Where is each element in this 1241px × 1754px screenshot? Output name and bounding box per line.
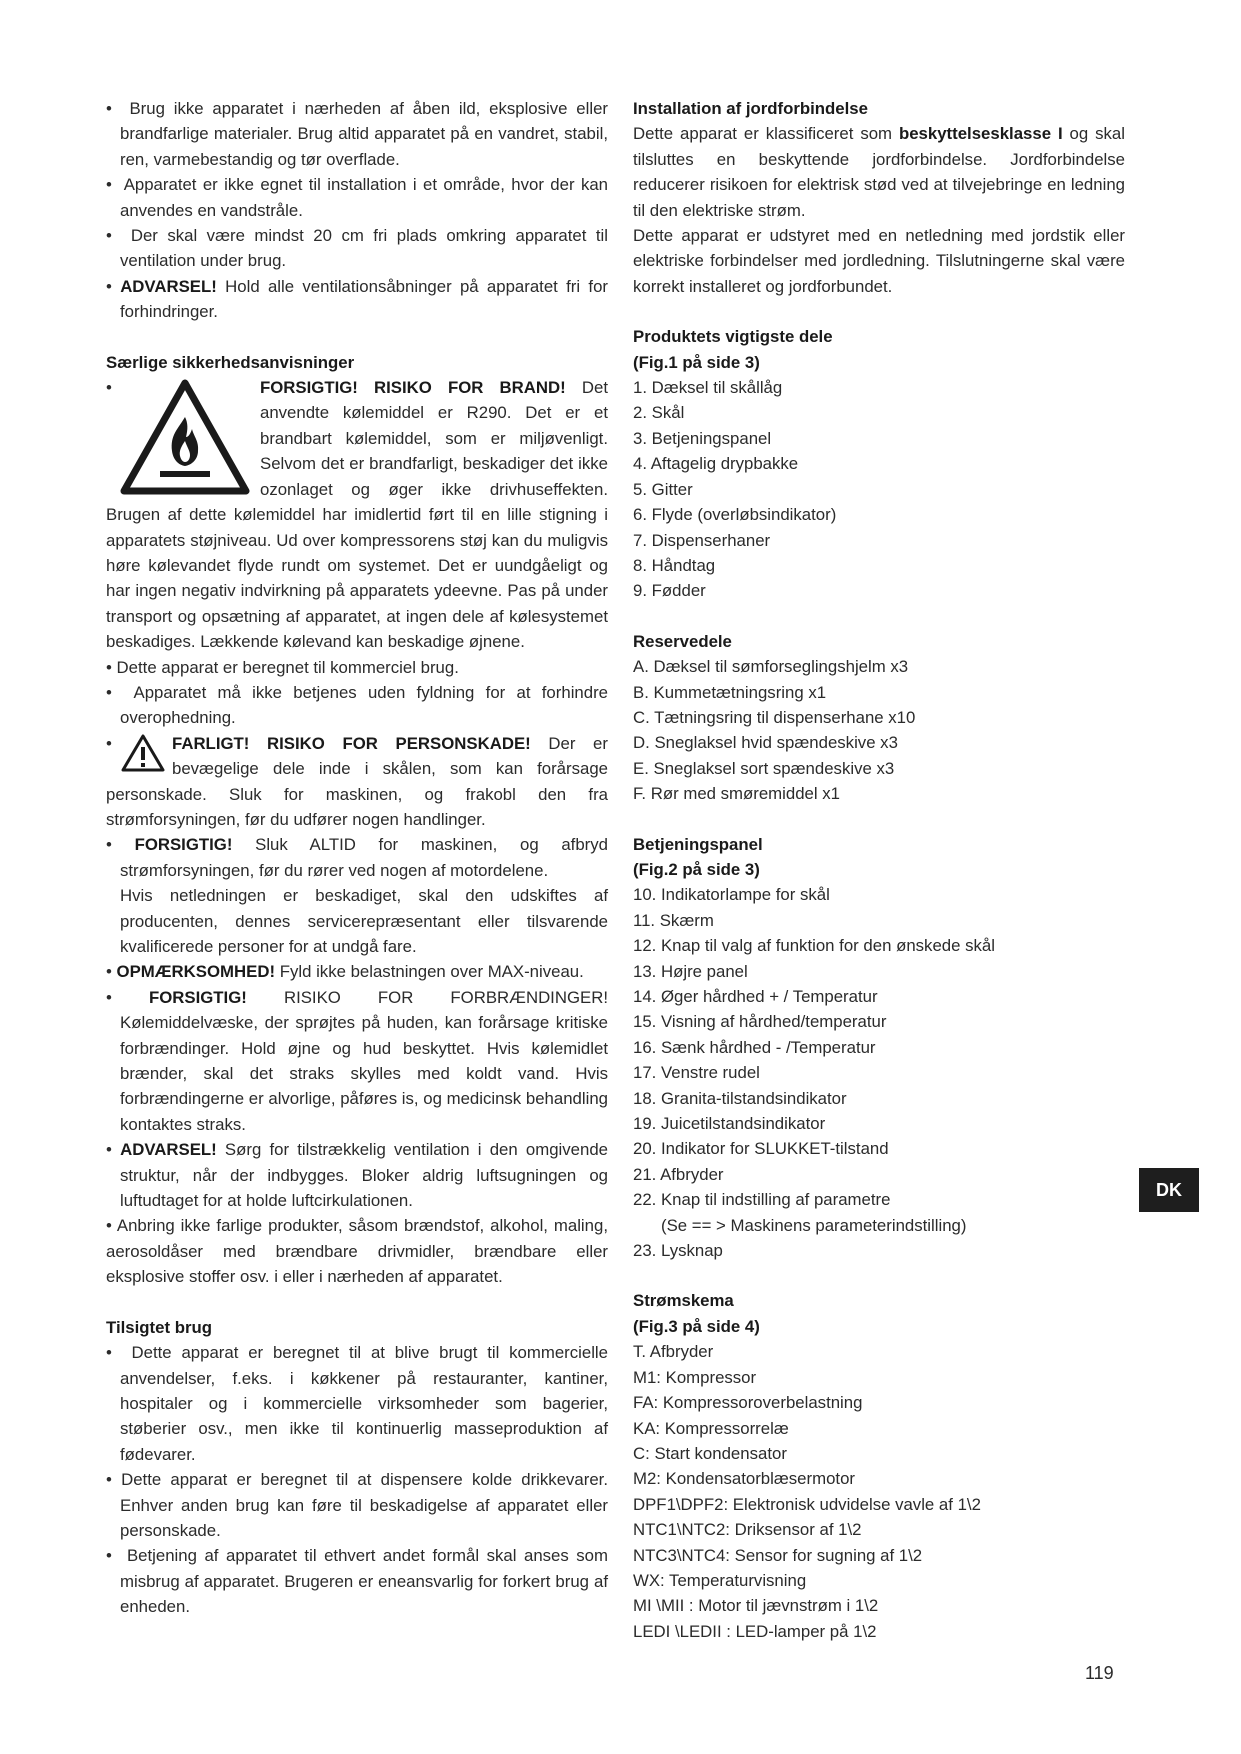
list-item: 17. Venstre rudel <box>633 1063 760 1083</box>
danger-warning-icon <box>120 733 166 773</box>
list-item: 20. Indikator for SLUKKET-tilstand <box>633 1139 889 1159</box>
list-item: • Apparatet er ikke egnet til installation i et område, hvor der kan anvendes en vandstråle. <box>106 175 608 220</box>
list-item: 8. Håndtag <box>633 555 716 575</box>
list-item: MI \MII : Motor til jævnstrøm i 1\2 <box>633 1596 879 1616</box>
list-item: A. Dæksel til sømforseglingshjelm x3 <box>633 657 909 677</box>
left-column <box>106 96 608 1620</box>
list-item: DPF1\DPF2: Elektronisk udvidelse vavle af 1\2 <box>633 1494 981 1514</box>
list-item: M1: Kompressor <box>633 1367 757 1387</box>
list-item: 21. Afbryder <box>633 1164 724 1184</box>
list-item: T. Afbryder <box>633 1342 714 1362</box>
list-item: • FORSIGTIG! RISIKO FOR FORBRÆNDINGER! Kølemiddelvæske, der sprøjtes på huden, kan forårsage kritiske forbrændinger. Hold øjne og hud beskyttet. Hvis kølemidlet brænder, skal det straks skylles med koldt vand. Hvis forbrændingerne er alvorlige, påføres is, og medicinsk behandling kontaktes straks. <box>106 987 608 1134</box>
list-item: C. Tætningsring til dispenserhane x10 <box>633 707 916 727</box>
list-item: E. Sneglaksel sort spændeskive x3 <box>633 758 895 778</box>
list-item: 16. Sænk hårdhed - /Temperatur <box>633 1037 876 1057</box>
list-item: C: Start kondensator <box>633 1443 787 1463</box>
list-item: FA: Kompressoroverbelastning <box>633 1393 863 1413</box>
list-item: 19. Juicetilstandsindikator <box>633 1114 826 1134</box>
list-item: 13. Højre panel <box>633 961 748 981</box>
list-item-note: (Se == > Maskinens parameterindstilling) <box>661 1215 967 1235</box>
section-heading-special: Særlige sikkerhedsanvisninger <box>106 352 355 372</box>
list-item: 1. Dæksel til skållåg <box>633 378 783 398</box>
flammable-warning-icon <box>120 379 250 497</box>
list-item: 22. Knap til indstilling af parametre <box>633 1190 891 1210</box>
list-item: • Brug ikke apparatet i nærheden af åben ild, eksplosive eller brandfarlige materialer. Brug altid apparatet på en vandret, stabil, ren, varmebestandig og tør overflade. <box>106 99 608 169</box>
list-item: 6. Flyde (overløbsindikator) <box>633 505 837 525</box>
list-item: • ADVARSEL! Sørg for tilstrækkelig ventilation i den omgivende struktur, når der indbygges. Bloker aldrig luftsugningen og luftudtaget for at holde luftcirkulationen. <box>106 1140 608 1211</box>
list-item: • OPMÆRKSOMHED! Fyld ikke belastningen over MAX-niveau. <box>106 962 584 982</box>
list-item: B. Kummetætningsring x1 <box>633 682 827 702</box>
section-heading-ground: Installation af jordforbindelse <box>633 99 868 118</box>
section-subheading-parts: (Fig.1 på side 3) <box>633 352 760 372</box>
list-item: M2: Kondensatorblæsermotor <box>633 1469 855 1489</box>
list-item: 2. Skål <box>633 403 685 423</box>
section-heading-intended: Tilsigtet brug <box>106 1317 212 1337</box>
list-item: 5. Gitter <box>633 479 693 499</box>
list-item: F. Rør med smøremiddel x1 <box>633 784 841 804</box>
section-subheading-panel: (Fig.2 på side 3) <box>633 859 760 879</box>
list-item: KA: Kompressorrelæ <box>633 1418 789 1438</box>
list-item: 4. Aftagelig drypbakke <box>633 454 799 474</box>
list-item: 18. Granita-tilstandsindikator <box>633 1088 847 1108</box>
list-item: 11. Skærm <box>633 910 714 930</box>
list-item: NTC1\NTC2: Driksensor af 1\2 <box>633 1520 862 1540</box>
list-item: • FORSIGTIG! Sluk ALTID for maskinen, og afbryd strømforsyningen, før du rører ved nogen af motordelene. <box>106 835 608 880</box>
list-item: D. Sneglaksel hvid spændeskive x3 <box>633 733 898 753</box>
section-heading-parts: Produktets vigtigste dele <box>633 327 833 347</box>
cable-paragraph: Hvis netledningen er beskadiget, skal den udskiftes af producenten, dennes servicerepræsentant eller tilsvarende kvalificerede personer for at undgå fare. <box>120 886 608 956</box>
list-item: 14. Øger hårdhed + / Temperatur <box>633 987 878 1006</box>
ground-paragraph-2: Dette apparat er udstyret med en netledning med jordstik eller elektriske forbindelser med jordledning. Tilslutningerne skal være korrekt installeret og jordforbundet. <box>633 226 1125 296</box>
language-tab: DK <box>1139 1168 1199 1212</box>
list-item: 15. Visning af hårdhed/temperatur <box>633 1012 887 1032</box>
fire-warning: • FORSIGTIG! RISIKO FOR BRAND! Det anvendte kølemiddel er R290. Det er et brandbart kølemiddel, som er miljøvenligt. Selvom det er brandfarligt, beskadiger det ikke ozonlaget og øger ikke drivhuseffekten. Brugen af dette kølemiddel har imidlertid ført til en lille stigning i apparatets støjniveau. Ud over kompressorens støj kan du muligvis høre kølevandet flyde rundt om systemet. Det er uundgåeligt og har ingen negativ indvirkning på apparatets ydeevne. Pas på under transport og opsætning af apparatet, at ingen dele af kølesystemet beskadiges. Lækkende kølevand kan beskadige øjnene. <box>106 378 608 652</box>
list-item: • Dette apparat er beregnet til at dispensere kolde drikkevarer. Enhver anden brug kan føre til beskadigelse af apparatet eller personskade. <box>106 1470 608 1540</box>
list-item: NTC3\NTC4: Sensor for sugning af 1\2 <box>633 1545 923 1565</box>
page-number: 119 <box>1085 1663 1114 1683</box>
list-item: 3. Betjeningspanel <box>633 428 772 448</box>
list-item: WX: Temperaturvisning <box>633 1570 807 1590</box>
list-item: • Apparatet må ikke betjenes uden fyldning for at forhindre overophedning. <box>106 682 609 728</box>
list-item: • ADVARSEL! Hold alle ventilationsåbninger på apparatet fri for forhindringer. <box>106 276 608 322</box>
danger-warning: • FARLIGT! RISIKO FOR PERSONSKADE! Der er bevægelige dele inde i skålen, som kan forårsage personskade. Sluk for maskinen, og frakobl den fra strømforsyningen, før du udfører nogen handlinger. <box>106 733 608 829</box>
list-item: • Anbring ikke farlige produkter, såsom brændstof, alkohol, maling, aerosoldåser med brændbare drivmidler, brændbare eller eksplosive stoffer osv. i eller i nærheden af apparatet. <box>106 1216 608 1287</box>
list-item: • Der skal være mindst 20 cm fri plads omkring apparatet til ventilation under brug. <box>106 226 609 271</box>
list-item: LEDI \LEDII : LED-lamper på 1\2 <box>633 1621 877 1641</box>
list-item: • Dette apparat er beregnet til kommerciel brug. <box>106 657 459 677</box>
section-heading-panel: Betjeningspanel <box>633 834 763 854</box>
section-heading-circuit: Strømskema <box>633 1291 734 1311</box>
list-item: 23. Lysknap <box>633 1241 723 1261</box>
list-item: 7. Dispenserhaner <box>633 530 771 550</box>
right-column <box>633 96 1125 1644</box>
list-item: • Betjening af apparatet til ethvert andet formål skal anses som misbrug af apparatet. Brugeren er eneansvarlig for forkert brug af enheden. <box>106 1546 608 1617</box>
ground-paragraph: Dette apparat er klassificeret som beskyttelsesklasse I og skal tilsluttes en beskyttende jordforbindelse. Jordforbindelse reducerer risikoen for elektrisk stød ved at tilvejebringe en ledning til den elektriske strøm. <box>633 124 1125 220</box>
list-item: 12. Knap til valg af funktion for den ønskede skål <box>633 936 995 956</box>
section-subheading-circuit: (Fig.3 på side 4) <box>633 1316 760 1336</box>
list-item: 10. Indikatorlampe for skål <box>633 885 830 905</box>
list-item: • Dette apparat er beregnet til at blive brugt til kommercielle anvendelser, f.eks. i køkkener på restauranter, kantiner, hospitaler og i kommercielle virksomheder som bagerier, støberier osv., men ikke til kontinuerlig masseproduktion af fødevarer. <box>106 1343 608 1464</box>
section-heading-spare: Reservedele <box>633 631 732 651</box>
list-item: 9. Fødder <box>633 581 706 601</box>
